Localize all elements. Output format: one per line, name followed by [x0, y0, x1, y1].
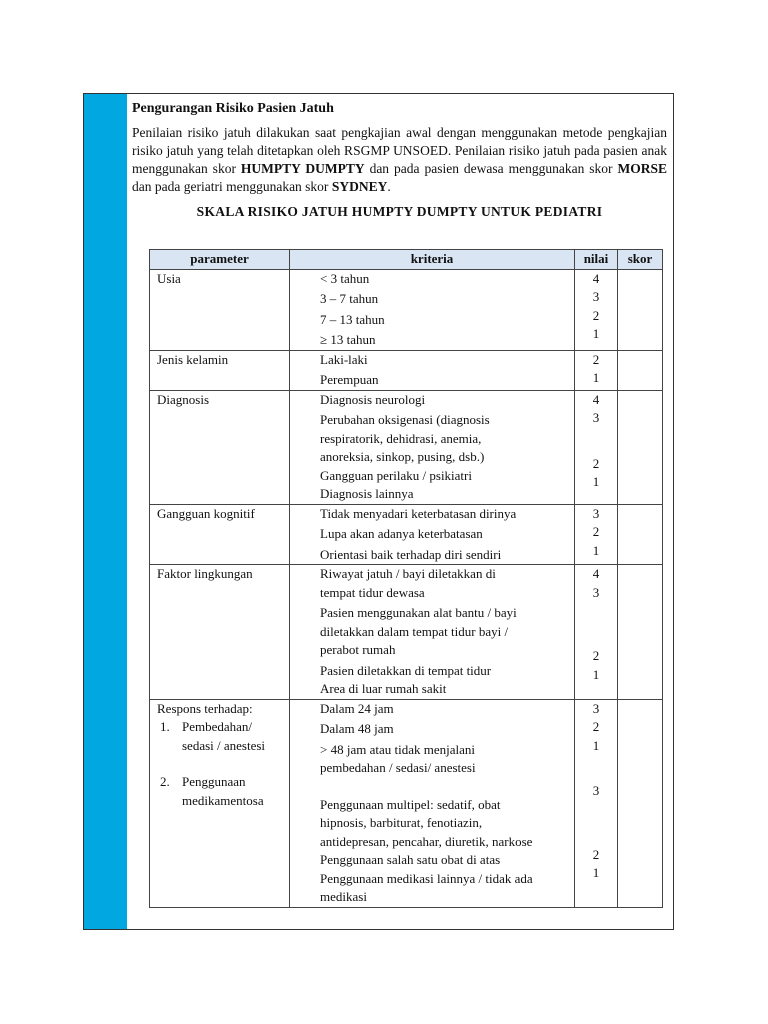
- nilai-value: 3: [592, 783, 600, 798]
- nilai-value: 1: [592, 370, 600, 385]
- kriteria-item: 3 – 7 tahun: [320, 291, 379, 306]
- document-content: [132, 100, 667, 220]
- kriteria-item: Orientasi baik terhadap diri sendiri: [320, 546, 502, 562]
- intro-text-1: Penilaian risiko jatuh dilakukan saat pengkajian awal dengan menggunakan metode pengkajian risiko jatuh yang telah ditetapkan oleh RSGMP UNSOED. Penilaian risiko jatuh pada pasien anak menggunakan skor: [132, 125, 667, 176]
- humpty-dumpty-table: [149, 249, 663, 908]
- nilai-value: 3: [592, 410, 600, 425]
- nilai-value: 4: [592, 391, 600, 407]
- skor-cell: [618, 504, 663, 565]
- skor-cell: [618, 565, 663, 700]
- table-row-gangguan-kognitif: [150, 504, 663, 565]
- kriteria-cell: [290, 565, 575, 700]
- kriteria-item: Laki-laki: [320, 351, 368, 367]
- nilai-cell: [575, 565, 618, 700]
- nilai-cell: [575, 269, 618, 350]
- nilai-value: 4: [592, 270, 600, 286]
- kriteria-item: Tidak menyadari keterbatasan dirinya: [320, 505, 517, 521]
- table-title: SKALA RISIKO JATUH HUMPTY DUMPTY UNTUK PEDIATRI: [196, 204, 603, 219]
- kriteria-item: Riwayat jatuh / bayi diletakkan di: [320, 566, 496, 581]
- nilai-value: 2: [592, 524, 600, 539]
- kriteria-item: Penggunaan medikasi lainnya / tidak ada: [320, 870, 533, 886]
- kriteria-item: > 48 jam atau tidak menjalani: [320, 741, 475, 757]
- kriteria-item: anoreksia, sinkop, pusing, dsb.): [320, 449, 485, 464]
- nilai-value: 4: [592, 566, 600, 581]
- section-heading: Pengurangan Risiko Pasien Jatuh: [132, 101, 334, 116]
- kriteria-item: Pasien diletakkan di tempat tidur: [320, 662, 492, 678]
- kriteria-item: ≥ 13 tahun: [320, 332, 376, 347]
- table-header-row: [150, 250, 663, 270]
- nilai-value: 3: [592, 505, 600, 521]
- kriteria-item: Gangguan perilaku / psikiatri: [320, 467, 472, 483]
- kriteria-item: Diagnosis neurologi: [320, 391, 426, 407]
- param-cell: Faktor lingkungan: [150, 565, 290, 700]
- kriteria-item: Diagnosis lainnya: [320, 486, 414, 501]
- header-nilai: nilai: [575, 250, 618, 270]
- table-row-respons: [150, 699, 663, 907]
- nilai-value: 2: [592, 351, 600, 367]
- param-cell: Respons terhadap: 1. Pembedahan/ sedasi / anestesi 2. Penggunaan medikamentosa: [150, 699, 290, 907]
- nilai-value: 2: [592, 648, 600, 663]
- param-cell: Usia: [150, 269, 290, 350]
- nilai-value: 3: [592, 289, 600, 304]
- kriteria-item: < 3 tahun: [320, 270, 370, 286]
- nilai-cell: [575, 504, 618, 565]
- table-row-jenis-kelamin: [150, 350, 663, 390]
- kriteria-item: Penggunaan multipel: sedatif, obat: [320, 796, 501, 812]
- nilai-cell: [575, 699, 618, 907]
- kriteria-item: tempat tidur dewasa: [320, 584, 425, 600]
- kriteria-item: hipnosis, barbiturat, fenotiazin,: [320, 815, 483, 830]
- nilai-value: 1: [592, 474, 600, 489]
- kriteria-item: pembedahan / sedasi/ anestesi: [320, 760, 476, 775]
- intro-text-2: dan pada pasien dewasa menggunakan skor: [364, 161, 618, 176]
- intro-paragraph: [132, 124, 667, 196]
- header-parameter: parameter: [150, 250, 290, 270]
- kriteria-cell: [290, 504, 575, 565]
- nilai-value: 1: [592, 326, 600, 341]
- skor-cell: [618, 390, 663, 504]
- header-kriteria: kriteria: [290, 250, 575, 270]
- kriteria-cell: [290, 269, 575, 350]
- nilai-cell: [575, 390, 618, 504]
- intro-text-4: .: [387, 179, 391, 194]
- kriteria-item: perabot rumah: [320, 642, 396, 657]
- kriteria-item: Lupa akan adanya keterbatasan: [320, 526, 483, 541]
- nilai-cell: [575, 350, 618, 390]
- kriteria-cell: [290, 699, 575, 907]
- kriteria-item: medikasi: [320, 889, 367, 904]
- intro-text-3: dan pada geriatri menggunakan skor: [132, 179, 332, 194]
- kriteria-item: Perempuan: [320, 372, 379, 387]
- param-cell: Diagnosis: [150, 390, 290, 504]
- table-row-faktor-lingkungan: [150, 565, 663, 700]
- kriteria-item: Area di luar rumah sakit: [320, 681, 447, 696]
- kriteria-item: 7 – 13 tahun: [320, 311, 385, 327]
- nilai-value: 3: [592, 700, 600, 716]
- intro-bold-humpty: HUMPTY DUMPTY: [240, 161, 365, 176]
- kriteria-cell: [290, 350, 575, 390]
- nilai-value: 3: [592, 584, 600, 600]
- nilai-value: 2: [592, 455, 600, 471]
- skor-cell: [618, 269, 663, 350]
- kriteria-item: Penggunaan salah satu obat di atas: [320, 852, 501, 867]
- nilai-value: 1: [592, 666, 600, 682]
- table-row-usia: [150, 269, 663, 350]
- param-cell: Gangguan kognitif: [150, 504, 290, 565]
- kriteria-item: Dalam 48 jam: [320, 721, 394, 736]
- kriteria-item: diletakkan dalam tempat tidur bayi /: [320, 623, 509, 639]
- nilai-value: 2: [592, 846, 600, 862]
- param-cell: Jenis kelamin: [150, 350, 290, 390]
- nilai-value: 1: [592, 865, 600, 880]
- nilai-value: 2: [592, 307, 600, 323]
- skor-cell: [618, 350, 663, 390]
- nilai-value: 1: [592, 542, 600, 558]
- kriteria-item: Dalam 24 jam: [320, 700, 394, 716]
- kriteria-item: respiratorik, dehidrasi, anemia,: [320, 430, 482, 446]
- kriteria-item: Perubahan oksigenasi (diagnosis: [320, 412, 490, 427]
- kriteria-cell: [290, 390, 575, 504]
- nilai-value: 1: [592, 737, 600, 753]
- skor-cell: [618, 699, 663, 907]
- kriteria-item: Pasien menggunakan alat bantu / bayi: [320, 605, 517, 620]
- kriteria-item: antidepresan, pencahar, diuretik, narkose: [320, 833, 533, 849]
- intro-bold-morse: MORSE: [617, 161, 668, 176]
- nilai-value: 2: [592, 719, 600, 734]
- table-row-diagnosis: [150, 390, 663, 504]
- side-accent-bar: [84, 94, 127, 929]
- intro-bold-sydney: SYDNEY: [331, 179, 388, 194]
- header-skor: skor: [618, 250, 663, 270]
